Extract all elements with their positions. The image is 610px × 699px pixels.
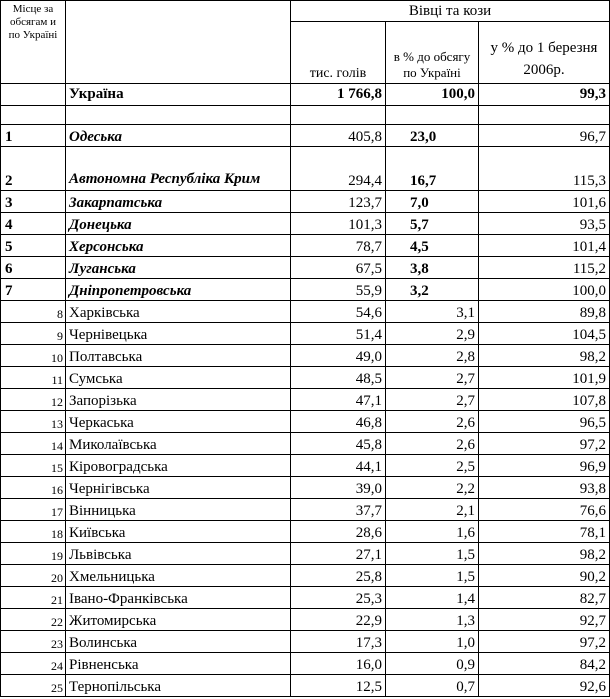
region-name-cell: Хмельницька (66, 565, 291, 587)
change-cell: 93,8 (479, 477, 610, 499)
region-name-cell: Автономна Республіка Крим (66, 147, 291, 191)
rank-header: Місце за обсягам и по Україні (1, 1, 66, 84)
region-name-cell: Чернівецька (66, 323, 291, 345)
change-cell: 98,2 (479, 345, 610, 367)
region-name-cell: Івано-Франківська (66, 587, 291, 609)
thousand-cell: 294,4 (291, 147, 386, 191)
group-header: Вівці та кози (291, 1, 610, 22)
region-name-cell: Сумська (66, 367, 291, 389)
total-thousand: 1 766,8 (291, 84, 386, 106)
spacer-cell (291, 106, 386, 125)
rank-cell: 17 (1, 499, 66, 521)
rank-cell: 16 (1, 477, 66, 499)
thousand-header: тис. голів (291, 22, 386, 84)
header-row-top (1, 1, 610, 22)
table-row (1, 323, 610, 345)
table-row (1, 433, 610, 455)
table-row (1, 125, 610, 147)
change-cell: 76,6 (479, 499, 610, 521)
total-row (1, 84, 610, 106)
region-name-cell: Дніпропетровська (66, 279, 291, 301)
rank-cell: 9 (1, 323, 66, 345)
share-cell: 1,5 (386, 565, 479, 587)
share-cell: 23,0 (386, 125, 479, 147)
share-cell: 4,5 (386, 235, 479, 257)
rank-cell: 8 (1, 301, 66, 323)
share-cell: 2,6 (386, 433, 479, 455)
share-cell: 2,1 (386, 499, 479, 521)
thousand-cell: 22,9 (291, 609, 386, 631)
region-name-cell: Черкаська (66, 411, 291, 433)
table-row (1, 609, 610, 631)
rank-cell: 15 (1, 455, 66, 477)
thousand-cell: 17,3 (291, 631, 386, 653)
change-cell: 82,7 (479, 587, 610, 609)
table-row (1, 301, 610, 323)
thousand-cell: 44,1 (291, 455, 386, 477)
change-cell: 97,2 (479, 433, 610, 455)
share-cell: 2,9 (386, 323, 479, 345)
table-row (1, 499, 610, 521)
region-name-cell: Кіровоградська (66, 455, 291, 477)
share-cell: 1,4 (386, 587, 479, 609)
share-cell: 1,3 (386, 609, 479, 631)
change-cell: 96,7 (479, 125, 610, 147)
thousand-cell: 48,5 (291, 367, 386, 389)
table-row (1, 455, 610, 477)
share-cell: 2,7 (386, 367, 479, 389)
thousand-cell: 54,6 (291, 301, 386, 323)
share-cell: 2,5 (386, 455, 479, 477)
share-cell: 3,1 (386, 301, 479, 323)
rank-cell: 23 (1, 631, 66, 653)
rank-cell: 6 (1, 257, 66, 279)
thousand-cell: 67,5 (291, 257, 386, 279)
change-cell: 89,8 (479, 301, 610, 323)
spacer-cell (1, 106, 66, 125)
share-cell: 3,2 (386, 279, 479, 301)
table-row (1, 587, 610, 609)
region-name-cell: Харківська (66, 301, 291, 323)
share-cell: 1,6 (386, 521, 479, 543)
share-cell: 7,0 (386, 191, 479, 213)
change-cell: 96,9 (479, 455, 610, 477)
rank-cell: 21 (1, 587, 66, 609)
table-row (1, 213, 610, 235)
spacer-cell (66, 106, 291, 125)
share-cell: 2,2 (386, 477, 479, 499)
table-row (1, 477, 610, 499)
thousand-cell: 28,6 (291, 521, 386, 543)
change-cell: 84,2 (479, 653, 610, 675)
table-row (1, 389, 610, 411)
change-header: у % до 1 березня 2006р. (479, 22, 610, 84)
region-name-cell: Одеська (66, 125, 291, 147)
rank-cell: 22 (1, 609, 66, 631)
region-name-cell: Луганська (66, 257, 291, 279)
rank-cell: 1 (1, 125, 66, 147)
spacer-cell (386, 106, 479, 125)
region-name-cell: Запорізька (66, 389, 291, 411)
region-name-cell: Чернігівська (66, 477, 291, 499)
change-cell: 115,3 (479, 147, 610, 191)
rank-cell: 3 (1, 191, 66, 213)
thousand-cell: 46,8 (291, 411, 386, 433)
change-cell: 78,1 (479, 521, 610, 543)
rank-cell: 2 (1, 147, 66, 191)
region-name-cell: Київська (66, 521, 291, 543)
change-cell: 107,8 (479, 389, 610, 411)
change-cell: 92,6 (479, 675, 610, 697)
thousand-cell: 55,9 (291, 279, 386, 301)
region-name-cell: Вінницька (66, 499, 291, 521)
share-cell: 0,7 (386, 675, 479, 697)
table-row (1, 367, 610, 389)
change-cell: 115,2 (479, 257, 610, 279)
region-name-cell: Волинська (66, 631, 291, 653)
rank-cell: 24 (1, 653, 66, 675)
thousand-cell: 51,4 (291, 323, 386, 345)
change-cell: 90,2 (479, 565, 610, 587)
region-name-cell: Рівненська (66, 653, 291, 675)
thousand-cell: 16,0 (291, 653, 386, 675)
thousand-cell: 405,8 (291, 125, 386, 147)
rank-cell: 12 (1, 389, 66, 411)
region-name-cell: Львівська (66, 543, 291, 565)
spacer-cell (479, 106, 610, 125)
change-cell: 97,2 (479, 631, 610, 653)
total-rank-cell (1, 84, 66, 106)
rank-cell: 14 (1, 433, 66, 455)
region-header (66, 1, 291, 84)
table-row (1, 675, 610, 697)
table-row (1, 279, 610, 301)
spacer-row (1, 106, 610, 125)
table-row (1, 257, 610, 279)
region-name-cell: Донецька (66, 213, 291, 235)
share-cell: 3,8 (386, 257, 479, 279)
change-cell: 100,0 (479, 279, 610, 301)
region-name-cell: Миколаївська (66, 433, 291, 455)
table-row (1, 147, 610, 191)
thousand-cell: 45,8 (291, 433, 386, 455)
rank-cell: 10 (1, 345, 66, 367)
region-name-cell: Херсонська (66, 235, 291, 257)
share-cell: 1,5 (386, 543, 479, 565)
thousand-cell: 39,0 (291, 477, 386, 499)
table-row (1, 631, 610, 653)
thousand-cell: 101,3 (291, 213, 386, 235)
thousand-cell: 27,1 (291, 543, 386, 565)
total-change: 99,3 (479, 84, 610, 106)
change-cell: 104,5 (479, 323, 610, 345)
change-cell: 98,2 (479, 543, 610, 565)
thousand-cell: 49,0 (291, 345, 386, 367)
table-row (1, 565, 610, 587)
table-row (1, 411, 610, 433)
rank-cell: 13 (1, 411, 66, 433)
share-cell: 1,0 (386, 631, 479, 653)
region-name-cell: Закарпатська (66, 191, 291, 213)
region-name-cell: Житомирська (66, 609, 291, 631)
total-name: Україна (66, 84, 291, 106)
table-row (1, 191, 610, 213)
share-cell: 2,6 (386, 411, 479, 433)
change-cell: 93,5 (479, 213, 610, 235)
thousand-cell: 12,5 (291, 675, 386, 697)
rank-cell: 4 (1, 213, 66, 235)
thousand-cell: 25,8 (291, 565, 386, 587)
change-cell: 96,5 (479, 411, 610, 433)
rank-cell: 7 (1, 279, 66, 301)
share-cell: 5,7 (386, 213, 479, 235)
change-cell: 101,6 (479, 191, 610, 213)
share-cell: 0,9 (386, 653, 479, 675)
rank-cell: 20 (1, 565, 66, 587)
table-row (1, 521, 610, 543)
thousand-cell: 123,7 (291, 191, 386, 213)
table-row (1, 653, 610, 675)
change-cell: 101,4 (479, 235, 610, 257)
table-row (1, 345, 610, 367)
thousand-cell: 47,1 (291, 389, 386, 411)
table-row (1, 235, 610, 257)
change-cell: 101,9 (479, 367, 610, 389)
share-cell: 2,7 (386, 389, 479, 411)
region-name-cell: Полтавська (66, 345, 291, 367)
rank-cell: 11 (1, 367, 66, 389)
region-name-cell: Тернопільська (66, 675, 291, 697)
rank-cell: 19 (1, 543, 66, 565)
change-cell: 92,7 (479, 609, 610, 631)
rank-cell: 5 (1, 235, 66, 257)
share-header: в % до обсягу по Україні (386, 22, 479, 84)
rank-cell: 18 (1, 521, 66, 543)
share-cell: 16,7 (386, 147, 479, 191)
rank-cell: 25 (1, 675, 66, 697)
total-share: 100,0 (386, 84, 479, 106)
thousand-cell: 25,3 (291, 587, 386, 609)
thousand-cell: 37,7 (291, 499, 386, 521)
thousand-cell: 78,7 (291, 235, 386, 257)
share-cell: 2,8 (386, 345, 479, 367)
table-row (1, 543, 610, 565)
